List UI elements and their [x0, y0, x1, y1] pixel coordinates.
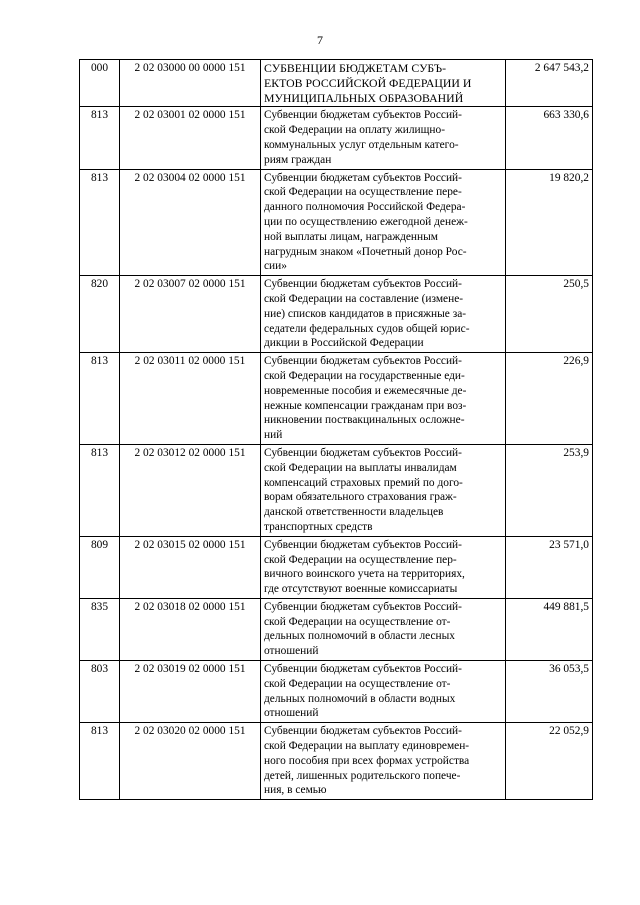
table-row: [80, 598, 593, 660]
amount-cell: 19 820,2: [506, 169, 593, 276]
revenue-name-line: ской Федерации на осуществление от-: [264, 677, 451, 690]
table-body: [80, 60, 593, 800]
revenue-name-line: Субвенции бюджетам субъектов Россий-: [264, 725, 462, 738]
revenue-name-cell: [261, 353, 506, 445]
revenue-name-line: СУБВЕНЦИИ БЮДЖЕТАМ СУБЪ-: [264, 61, 446, 75]
budget-classification-code-cell: 2 02 03018 02 0000 151: [120, 598, 261, 660]
revenue-name-line: Субвенции бюджетам субъектов Россий-: [264, 663, 462, 676]
revenue-name-line: новременные пособия и ежемесячные де-: [264, 384, 467, 397]
table-row: [80, 536, 593, 598]
revenue-name-cell: [261, 444, 506, 536]
revenue-name-line: ской Федерации на оплату жилищно-: [264, 124, 445, 137]
revenue-name-line: Субвенции бюджетам субъектов Россий-: [264, 109, 462, 122]
revenue-name-line: ний: [264, 429, 283, 442]
revenue-name-line: нежные компенсации гражданам при воз-: [264, 399, 467, 412]
budget-revenue-table: [79, 59, 593, 800]
revenue-name-line: ской Федерации на выплаты инвалидам: [264, 461, 457, 474]
table-row: [80, 169, 593, 276]
budget-classification-code-cell: 2 02 03015 02 0000 151: [120, 536, 261, 598]
amount-cell: 36 053,5: [506, 661, 593, 723]
amount-cell: 449 881,5: [506, 598, 593, 660]
revenue-name-line: Субвенции бюджетам субъектов Россий-: [264, 538, 462, 551]
revenue-name-line: ской Федерации на выплату единовремен-: [264, 740, 470, 753]
administrator-code-cell: 820: [80, 276, 120, 353]
revenue-name-line: компенсаций страховых премий по дого-: [264, 476, 463, 489]
amount-cell: 2 647 543,2: [506, 60, 593, 107]
revenue-name-line: Субвенции бюджетам субъектов Россий-: [264, 355, 462, 368]
revenue-name-line: детей, лишенных родительского попече-: [264, 769, 461, 782]
revenue-name-line: сии»: [264, 260, 287, 273]
revenue-name-line: Субвенции бюджетам субъектов Россий-: [264, 600, 462, 613]
revenue-name-line: коммунальных услуг отдельным катего-: [264, 138, 459, 151]
revenue-name-line: ворам обязательного страхования граж-: [264, 491, 457, 504]
revenue-name-line: ской Федерации на осуществление пер-: [264, 553, 457, 566]
revenue-name-cell: [261, 536, 506, 598]
table-row: [80, 723, 593, 800]
amount-cell: 226,9: [506, 353, 593, 445]
budget-classification-code-cell: 2 02 03020 02 0000 151: [120, 723, 261, 800]
revenue-name-line: данного полномочия Российской Федера-: [264, 201, 466, 214]
revenue-name-line: ние) списков кандидатов в присяжные за-: [264, 307, 467, 320]
budget-classification-code-cell: 2 02 03007 02 0000 151: [120, 276, 261, 353]
revenue-name-line: никновении поствакцинальных осложне-: [264, 414, 465, 427]
revenue-name-line: ции по осуществлению ежегодной денеж-: [264, 215, 468, 228]
administrator-code-cell: 813: [80, 107, 120, 169]
administrator-code-cell: 000: [80, 60, 120, 107]
administrator-code-cell: 835: [80, 598, 120, 660]
table-row: [80, 60, 593, 107]
revenue-name-line: вичного воинского учета на территориях,: [264, 568, 465, 581]
revenue-name-line: транспортных средств: [264, 520, 373, 533]
budget-classification-code-cell: 2 02 03011 02 0000 151: [120, 353, 261, 445]
budget-classification-code-cell: 2 02 03012 02 0000 151: [120, 444, 261, 536]
administrator-code-cell: 813: [80, 723, 120, 800]
revenue-name-line: ской Федерации на государственные еди-: [264, 369, 465, 382]
revenue-name-line: Субвенции бюджетам субъектов Россий-: [264, 171, 462, 184]
administrator-code-cell: 813: [80, 353, 120, 445]
administrator-code-cell: 813: [80, 444, 120, 536]
table-row: [80, 353, 593, 445]
table-row: [80, 444, 593, 536]
amount-cell: 23 571,0: [506, 536, 593, 598]
table-row: [80, 276, 593, 353]
revenue-name-line: ской Федерации на осуществление от-: [264, 615, 451, 628]
revenue-name-line: дельных полномочий в области лесных: [264, 630, 455, 643]
administrator-code-cell: 813: [80, 169, 120, 276]
amount-cell: 253,9: [506, 444, 593, 536]
revenue-name-cell: [261, 598, 506, 660]
revenue-name-line: дельных полномочий в области водных: [264, 692, 456, 705]
revenue-name-line: отношений: [264, 645, 319, 658]
administrator-code-cell: 803: [80, 661, 120, 723]
revenue-name-line: дикции в Российской Федерации: [264, 337, 424, 350]
revenue-name-line: ской Федерации на осуществление пере-: [264, 186, 462, 199]
revenue-name-line: ЕКТОВ РОССИЙСКОЙ ФЕДЕРАЦИИ И: [264, 75, 472, 90]
revenue-name-line: седатели федеральных судов общей юрис-: [264, 322, 470, 335]
budget-classification-code-cell: 2 02 03004 02 0000 151: [120, 169, 261, 276]
revenue-name-line: ной выплаты лицам, награжденным: [264, 230, 438, 243]
table-row: [80, 107, 593, 169]
revenue-name-line: Субвенции бюджетам субъектов Россий-: [264, 278, 462, 291]
page-number: 7: [317, 33, 323, 47]
budget-classification-code-cell: 2 02 03000 00 0000 151: [120, 60, 261, 107]
revenue-name-cell: [261, 107, 506, 169]
revenue-name-line: Субвенции бюджетам субъектов Россий-: [264, 446, 462, 459]
revenue-name-line: нагрудным знаком «Почетный донор Рос-: [264, 245, 467, 258]
revenue-name-line: ской Федерации на составление (измене-: [264, 292, 464, 305]
revenue-name-line: где отсутствуют военные комиссариаты: [264, 583, 458, 596]
amount-cell: 250,5: [506, 276, 593, 353]
revenue-name-cell: [261, 276, 506, 353]
revenue-name-cell: [261, 723, 506, 800]
budget-classification-code-cell: 2 02 03001 02 0000 151: [120, 107, 261, 169]
revenue-name-line: ного пособия при всех формах устройства: [264, 754, 470, 767]
revenue-name-line: ния, в семью: [264, 784, 327, 797]
revenue-name-cell: [261, 60, 506, 107]
table-row: [80, 661, 593, 723]
budget-classification-code-cell: 2 02 03019 02 0000 151: [120, 661, 261, 723]
revenue-name-line: отношений: [264, 707, 319, 720]
amount-cell: 663 330,6: [506, 107, 593, 169]
revenue-name-cell: [261, 661, 506, 723]
revenue-name-line: данской ответственности владельцев: [264, 506, 444, 519]
revenue-name-line: МУНИЦИПАЛЬНЫХ ОБРАЗОВАНИЙ: [264, 90, 464, 105]
revenue-name-cell: [261, 169, 506, 276]
revenue-name-line: риям граждан: [264, 153, 332, 166]
amount-cell: 22 052,9: [506, 723, 593, 800]
administrator-code-cell: 809: [80, 536, 120, 598]
